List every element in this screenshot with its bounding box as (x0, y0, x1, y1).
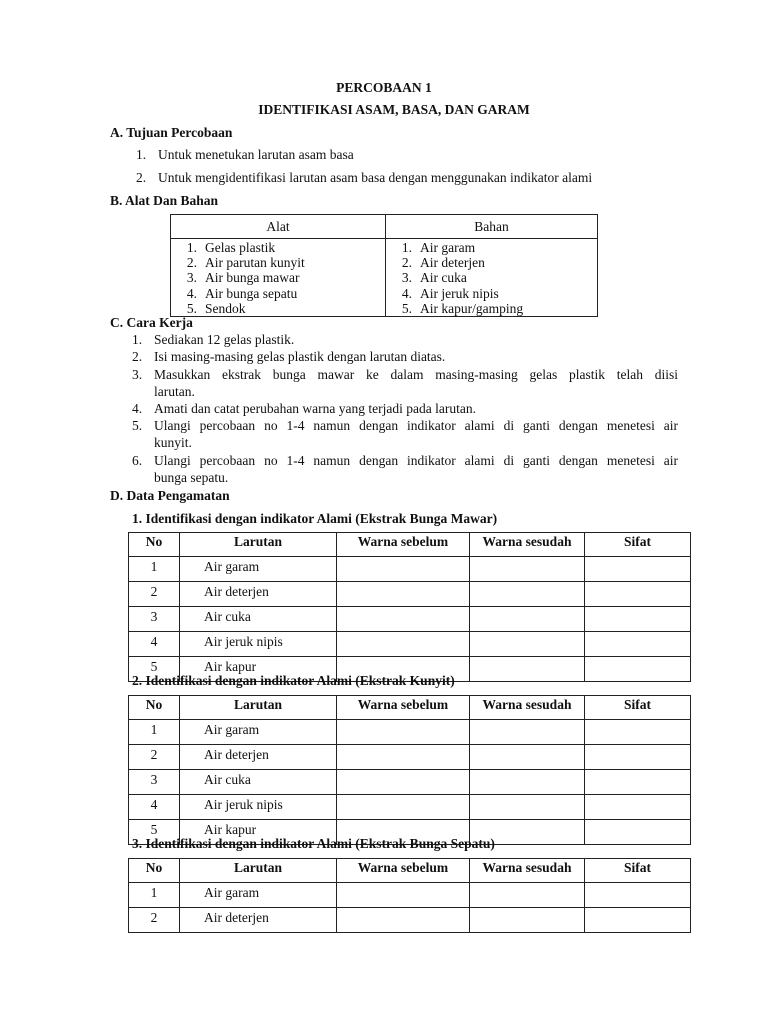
alat-item-text: Air parutan kunyit (205, 255, 305, 271)
cell-larutan: Air cuka (180, 607, 337, 632)
cell-sifat (585, 582, 691, 607)
cell-sifat (585, 720, 691, 745)
cell-larutan: Air deterjen (180, 582, 337, 607)
table-row (129, 632, 691, 657)
table-1-title: 1. Identifikasi dengan indikator Alami (Ekstrak Bunga Mawar) (132, 511, 498, 526)
step-6-text-line-2: bunga sepatu. (154, 470, 229, 485)
cell-larutan: Air jeruk nipis (180, 632, 337, 657)
header-warna-sebelum: Warna sebelum (337, 533, 470, 557)
header-no: No (129, 533, 180, 557)
header-sifat: Sifat (585, 696, 691, 720)
aim-2-text: Untuk mengidentifikasi larutan asam basa dengan menggunakan indikator alami (158, 170, 593, 185)
table-3-title: 3. Identifikasi dengan indikator Alami (Ekstrak Bunga Sepatu) (132, 836, 495, 851)
bahan-list-cell (386, 239, 598, 317)
cell-warna-sesudah (470, 632, 585, 657)
cell-larutan: Air deterjen (180, 745, 337, 770)
table-2-title: 2. Identifikasi dengan indikator Alami (Ekstrak Kunyit) (132, 673, 455, 688)
cell-warna-sesudah (470, 582, 585, 607)
step-6-text-line-1: Ulangi percobaan no 1-4 namun dengan indikator alami di ganti dengan menetesi air (154, 453, 678, 468)
header-larutan: Larutan (180, 696, 337, 720)
tools-materials-table (170, 214, 598, 317)
bahan-item (386, 286, 597, 301)
cell-larutan: Air deterjen (180, 908, 337, 933)
cell-no: 4 (129, 632, 180, 657)
cell-warna-sesudah (470, 557, 585, 582)
cell-warna-sesudah (470, 908, 585, 933)
cell-no: 1 (129, 720, 180, 745)
list-number: 1. (401, 240, 412, 255)
step-2-text: Isi masing-masing gelas plastik dengan larutan diatas. (154, 349, 446, 364)
cell-no: 2 (129, 908, 180, 933)
cell-larutan: Air garam (180, 883, 337, 908)
cell-no: 4 (129, 795, 180, 820)
cell-larutan: Air kapur (180, 657, 337, 682)
cell-warna-sebelum (337, 720, 470, 745)
cell-warna-sebelum (337, 745, 470, 770)
table-header-row (129, 696, 691, 720)
cell-sifat (585, 745, 691, 770)
step-5-text-line-1: Ulangi percobaan no 1-4 namun dengan indikator alami di ganti dengan menetesi air (154, 418, 678, 433)
bahan-item-text: Air cuka (420, 270, 467, 286)
list-number: 5. (186, 300, 197, 316)
alat-item (171, 301, 385, 316)
bahan-item (386, 240, 597, 255)
alat-header: Alat (171, 215, 386, 239)
cell-sifat (585, 820, 691, 845)
table-row (129, 745, 691, 770)
list-number: 4. (186, 285, 197, 301)
cell-warna-sebelum (337, 607, 470, 632)
alat-item (171, 240, 385, 255)
cell-warna-sesudah (470, 745, 585, 770)
list-number: 4. (401, 285, 412, 301)
page-title: PERCOBAAN 1 (336, 80, 432, 95)
alat-item (171, 255, 385, 270)
step-4-number: 4. (132, 401, 143, 416)
aim-2-number: 2. (136, 170, 147, 185)
alat-item (171, 286, 385, 301)
cell-larutan: Air jeruk nipis (180, 795, 337, 820)
cell-warna-sesudah (470, 883, 585, 908)
cell-sifat (585, 657, 691, 682)
cell-warna-sesudah (470, 770, 585, 795)
table-row (129, 557, 691, 582)
bahan-item-text: Air jeruk nipis (420, 285, 499, 301)
step-3-text-line-1: Masukkan ekstrak bunga mawar ke dalam masing-masing gelas plastik telah diisi (154, 367, 678, 382)
header-sifat: Sifat (585, 533, 691, 557)
aim-1-number: 1. (136, 147, 147, 162)
step-1-text: Sediakan 12 gelas plastik. (154, 332, 295, 347)
step-2-number: 2. (132, 349, 143, 364)
table-header-row (129, 533, 691, 557)
bahan-item-text: Air deterjen (420, 255, 485, 271)
cell-sifat (585, 908, 691, 933)
cell-no: 3 (129, 770, 180, 795)
cell-warna-sebelum (337, 883, 470, 908)
aim-1-text: Untuk menetukan larutan asam basa (158, 147, 354, 162)
list-number: 1. (186, 240, 197, 255)
cell-no: 3 (129, 607, 180, 632)
cell-warna-sesudah (470, 720, 585, 745)
header-warna-sesudah: Warna sesudah (470, 859, 585, 883)
header-no: No (129, 696, 180, 720)
table-header-row (129, 859, 691, 883)
observation-table-kunyit (128, 695, 691, 845)
header-sifat: Sifat (585, 859, 691, 883)
cell-larutan: Air kapur (180, 820, 337, 845)
step-5-text-line-2: kunyit. (154, 435, 192, 450)
step-5-number: 5. (132, 418, 143, 433)
cell-warna-sesudah (470, 795, 585, 820)
table-row (129, 883, 691, 908)
alat-item-text: Sendok (205, 300, 246, 316)
list-number: 2. (186, 255, 197, 271)
cell-warna-sebelum (337, 795, 470, 820)
cell-sifat (585, 883, 691, 908)
bahan-item-text: Air garam (420, 240, 476, 255)
table-row (129, 607, 691, 632)
section-a-heading: A. Tujuan Percobaan (110, 125, 233, 140)
cell-warna-sebelum (337, 770, 470, 795)
alat-list-cell (171, 239, 386, 317)
header-warna-sebelum: Warna sebelum (337, 859, 470, 883)
cell-warna-sebelum (337, 632, 470, 657)
section-d-heading: D. Data Pengamatan (110, 488, 230, 503)
step-1-number: 1. (132, 332, 143, 347)
alat-item-text: Air bunga sepatu (205, 285, 298, 301)
section-c-heading: C. Cara Kerja (110, 315, 193, 330)
list-number: 5. (401, 300, 412, 316)
cell-sifat (585, 770, 691, 795)
step-6-number: 6. (132, 453, 143, 468)
table-row (129, 795, 691, 820)
cell-warna-sebelum (337, 557, 470, 582)
bahan-header: Bahan (386, 215, 598, 239)
cell-no: 1 (129, 883, 180, 908)
page-subtitle: IDENTIFIKASI ASAM, BASA, DAN GARAM (258, 102, 530, 117)
bahan-item (386, 270, 597, 285)
alat-list (171, 240, 385, 316)
header-warna-sesudah: Warna sesudah (470, 696, 585, 720)
step-4-text: Amati dan catat perubahan warna yang terjadi pada larutan. (154, 401, 476, 416)
alat-item-text: Air bunga mawar (205, 270, 300, 286)
list-number: 3. (186, 270, 197, 286)
observation-table-sepatu (128, 858, 691, 933)
bahan-item (386, 301, 597, 316)
cell-sifat (585, 795, 691, 820)
list-number: 3. (401, 270, 412, 286)
cell-warna-sebelum (337, 908, 470, 933)
cell-no: 1 (129, 557, 180, 582)
cell-warna-sesudah (470, 607, 585, 632)
cell-no: 5 (129, 820, 180, 845)
header-warna-sebelum: Warna sebelum (337, 696, 470, 720)
header-warna-sesudah: Warna sesudah (470, 533, 585, 557)
cell-no: 2 (129, 745, 180, 770)
observation-table-mawar (128, 532, 691, 682)
table-row (129, 770, 691, 795)
header-larutan: Larutan (180, 859, 337, 883)
cell-warna-sesudah (470, 657, 585, 682)
step-3-number: 3. (132, 367, 143, 382)
alat-item-text: Gelas plastik (205, 240, 276, 255)
step-3-text-line-2: larutan. (154, 384, 195, 399)
bahan-item (386, 255, 597, 270)
cell-no: 5 (129, 657, 180, 682)
cell-sifat (585, 632, 691, 657)
section-b-heading: B. Alat Dan Bahan (110, 193, 219, 208)
cell-no: 2 (129, 582, 180, 607)
cell-sifat (585, 557, 691, 582)
table-row (129, 908, 691, 933)
cell-larutan: Air cuka (180, 770, 337, 795)
cell-sifat (585, 607, 691, 632)
cell-larutan: Air garam (180, 720, 337, 745)
bahan-list (386, 240, 597, 316)
header-larutan: Larutan (180, 533, 337, 557)
table-row (129, 720, 691, 745)
alat-item (171, 270, 385, 285)
cell-larutan: Air garam (180, 557, 337, 582)
table-row (129, 582, 691, 607)
header-no: No (129, 859, 180, 883)
bahan-item-text: Air kapur/gamping (420, 300, 524, 316)
cell-warna-sebelum (337, 582, 470, 607)
list-number: 2. (401, 255, 412, 271)
